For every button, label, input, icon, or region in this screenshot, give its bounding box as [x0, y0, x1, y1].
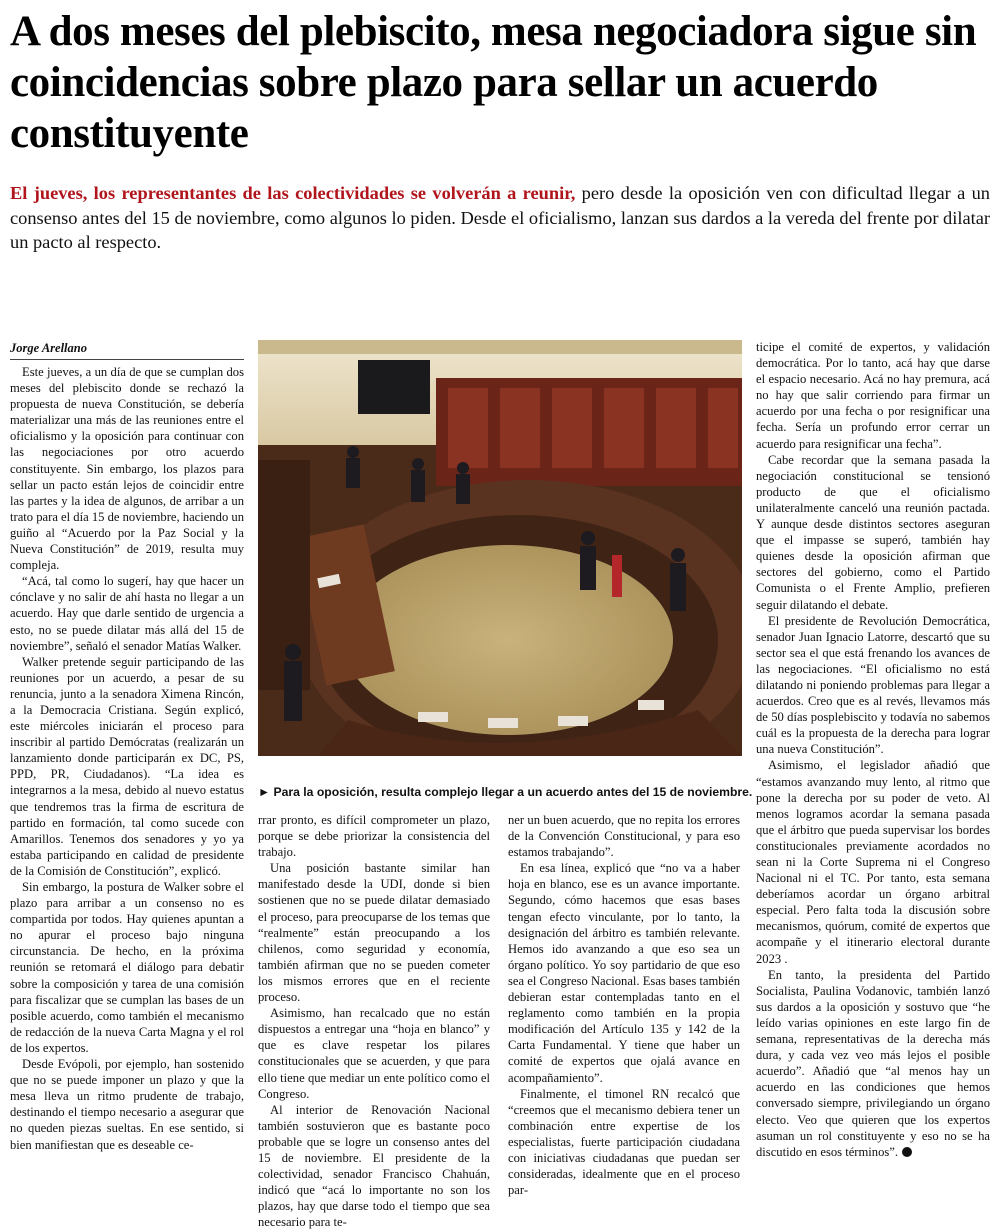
paragraph: El presidente de Revolución Democrática, senador Juan Ignacio Latorre, descartó que su sector sea el que está frenando los avances de las negociaciones. “El oficialismo no está dilatando ni poniendo problemas para llegar a acuerdos. Creo que es al revés, llevamos más de 50 días posplebiscito y todavía no sabemos cuál es la propuesta de la derecha para lograr una nueva Constitución”. [756, 613, 990, 757]
paragraph: Desde Evópoli, por ejemplo, han sostenido que no se puede imponer un plazo y que la mesa lleva un ritmo prudente de trabajo, destinando el tiempo necesario a asegurar que no queden piezas sueltas. En ese sentido, si bien manifiestan que es deseable ce- [10, 1057, 244, 1152]
photo-caption: ► Para la oposición, resulta complejo llegar a un acuerdo antes del 15 de noviembre. [258, 785, 753, 799]
paragraph-text: En tanto, la presidenta del Partido Socialista, Paulina Vodanovic, también lanzó sus dardos a la oposición y sostuvo que “he leído varias opiniones en este largo fin de semana, representativas de la derecha más dura, y cada vez veo más lejos el posible acuerdo”. Añadió que “al menos hay un acuerdo en las condiciones que hemos conversado siempre, privilegiando un órgano electo. Veo que quieren que los expertos asuman un rol constituyente y eso no se ha discutido en esos términos”. [756, 967, 990, 1159]
article-column-4 [756, 339, 990, 1160]
article-column-3 [508, 812, 740, 1198]
paragraph [756, 967, 990, 1160]
article-column-2 [258, 812, 490, 1230]
article-column-1 [10, 364, 244, 1153]
headline: A dos meses del plebiscito, mesa negociadora sigue sin coincidencias sobre plazo para sellar un acuerdo constituyente [10, 8, 977, 157]
paragraph: rrar pronto, es difícil comprometer un plazo, porque se debe priorizar la consistencia del trabajo. [258, 813, 490, 860]
deck-text: pero desde la oposición ven con dificultad llegar a un consenso antes del 15 de noviembre, como algunos lo piden. Desde el oficialismo, lanzan sus dardos a la vereda del frente por dilatar un pacto al respecto. [10, 183, 991, 252]
paragraph: Al interior de Renovación Nacional también sostuvieron que es bastante poco probable que se logre un consenso antes del 15 de noviembre. El presidente de la colectividad, senador Francisco Chahuán, indicó que “acá lo importante no son los plazos, hay que darse todo el tiempo que sea necesario para te- [258, 1102, 490, 1230]
paragraph: Finalmente, el timonel RN recalcó que “creemos que el mecanismo debiera tener un combinación entre expertise de los especialistas, fuerte participación ciudadana con iniciativas ciudadanas que puedan ser consideradas, idealmente que en el proceso par- [508, 1086, 740, 1198]
deck [10, 181, 990, 255]
byline: Jorge Arellano [10, 341, 244, 360]
chamber-photo [258, 340, 742, 756]
paragraph: Una posición bastante similar han manifestado desde la UDI, donde si bien sostienen que no se puede dilatar demasiado el proceso, para preocuparse de los temas que “realmente” están preocupando a los chilenos, como seguridad y economía, también afirman que no se pueden cometer los mismos errores que en el reciente proceso. [258, 861, 490, 1005]
paragraph: Sin embargo, la postura de Walker sobre el plazo para arribar a un consenso no es compartida por todos. Hay quienes apuntan a no apurar el proceso bajo ninguna circunstancia. De hecho, en la próxima reunión se retomará el diálogo para debatir sobre la composición y tarea de una comisión para fiscalizar que se cumplan las bases de un posible acuerdo, como también el mecanismo de redacción de la nueva Carta Magna y el rol de los expertos. [10, 880, 244, 1055]
paragraph: Asimismo, el legislador añadió que “estamos avanzando muy lento, al ritmo que pone la derecha por su poder de veto. Al menos logramos acordar la semana pasada que el árbitro que pueda supervisar los bordes constitucionales previamente acordados no sean ni la Corte Suprema ni el Congreso Nacional ni el TC. Por tanto, esta semana deberíamos acordar un órgano arbitral especial. Pero falta toda la discusión sobre mecanismos, quórum, comité de expertos que acompañe y el itinerario electoral durante 2023 . [756, 758, 990, 966]
deck-lead: El jueves, los representantes de las colectividades se volverán a reunir, [10, 183, 576, 203]
paragraph: ticipe el comité de expertos, y validación democrática. Por lo tanto, acá hay que darse el espacio necesario. Acá no hay premura, acá no hay que salir corriendo para firmar un acuerdo por una fecha o por resignificar una fecha. Sería un profundo error cerrar un acuerdo para resignificar una fecha”. [756, 340, 990, 451]
paragraph: Cabe recordar que la semana pasada la negociación constitucional se tensionó producto de que el oficialismo unilateralmente canceló una reunión pactada. Y aunque desde distintos sectores aseguran que el impasse se superó, también hay quienes desde la oposición afirman que sectores del gobierno, como el Partido Comunista o el Frente Amplio, prefieren seguir dilatando el debate. [756, 452, 990, 612]
end-mark-icon [902, 1147, 912, 1157]
paragraph: “Acá, tal como lo sugerí, hay que hacer un cónclave y no salir de ahí hasta no llegar a un acuerdo. Hay que darle sentido de urgencia a esto, no se puede dilatar más allá del 15 de noviembre”, señaló el senador Matías Walker. [10, 574, 244, 653]
paragraph: Walker pretende seguir participando de las reuniones por un acuerdo, a pesar de su renuncia, junto a la senadora Ximena Rincón, a la Democracia Cristiana. Según explicó, este miércoles iniciarán el proceso para inscribir al partido Demócratas (realizarán un lanzamiento donde participarán ex DC, PS, PPD, PR, Ciudadanos). “La idea es integrarnos a la mesa, debido al nuevo estatus que tendremos tras la firma de escritura de partido en formación, tal como sucede con Amarillos. Tenemos dos senadores y yo ya estaba participando en calidad de presidente de la Comisión de Constitución”, explicó. [10, 654, 244, 878]
paragraph: Este jueves, a un día de que se cumplan dos meses del plebiscito donde se rechazó la propuesta de nueva Constitución, se debería materializar una más de las reuniones entre el oficialismo y la oposición para continuar con las negociaciones por otro acuerdo constituyente. Sin embargo, los plazos para sellar un pacto están lejos de coincidir entre las partes y la idea de algunos, de arribar a un trato para el día 15 de noviembre, haciendo un guiño al “Acuerdo por la Paz Social y la Nueva Constitución” de 2019, resulta muy compleja. [10, 365, 244, 573]
paragraph: Asimismo, han recalcado que no están dispuestos a entregar una “hoja en blanco” y que es clave respetar los pilares constitucionales que se acuerden, y que para ello tiene que mediar un ente político como el Congreso. [258, 1006, 490, 1101]
paragraph: ner un buen acuerdo, que no repita los errores de la Convención Constitucional, y para eso estamos trabajando”. [508, 813, 740, 860]
paragraph: En esa línea, explicó que “no va a haber hoja en blanco, ese es un avance importante. Segundo, cómo hacemos que esas bases tengan efecto vinculante, por lo tanto, la designación del árbitro es también relevante. Hemos ido avanzando a que eso sea un órgano político. Yo soy partidario de que eso sea el Congreso Nacional. Esas bases también debieran estar contempladas tanto en el reglamento como también en la propia modificación del Artículo 135 y 142 de la Carta Fundamental. Y tiene que haber un comité de expertos que ojalá avance en acompañamiento”. [508, 861, 740, 1085]
